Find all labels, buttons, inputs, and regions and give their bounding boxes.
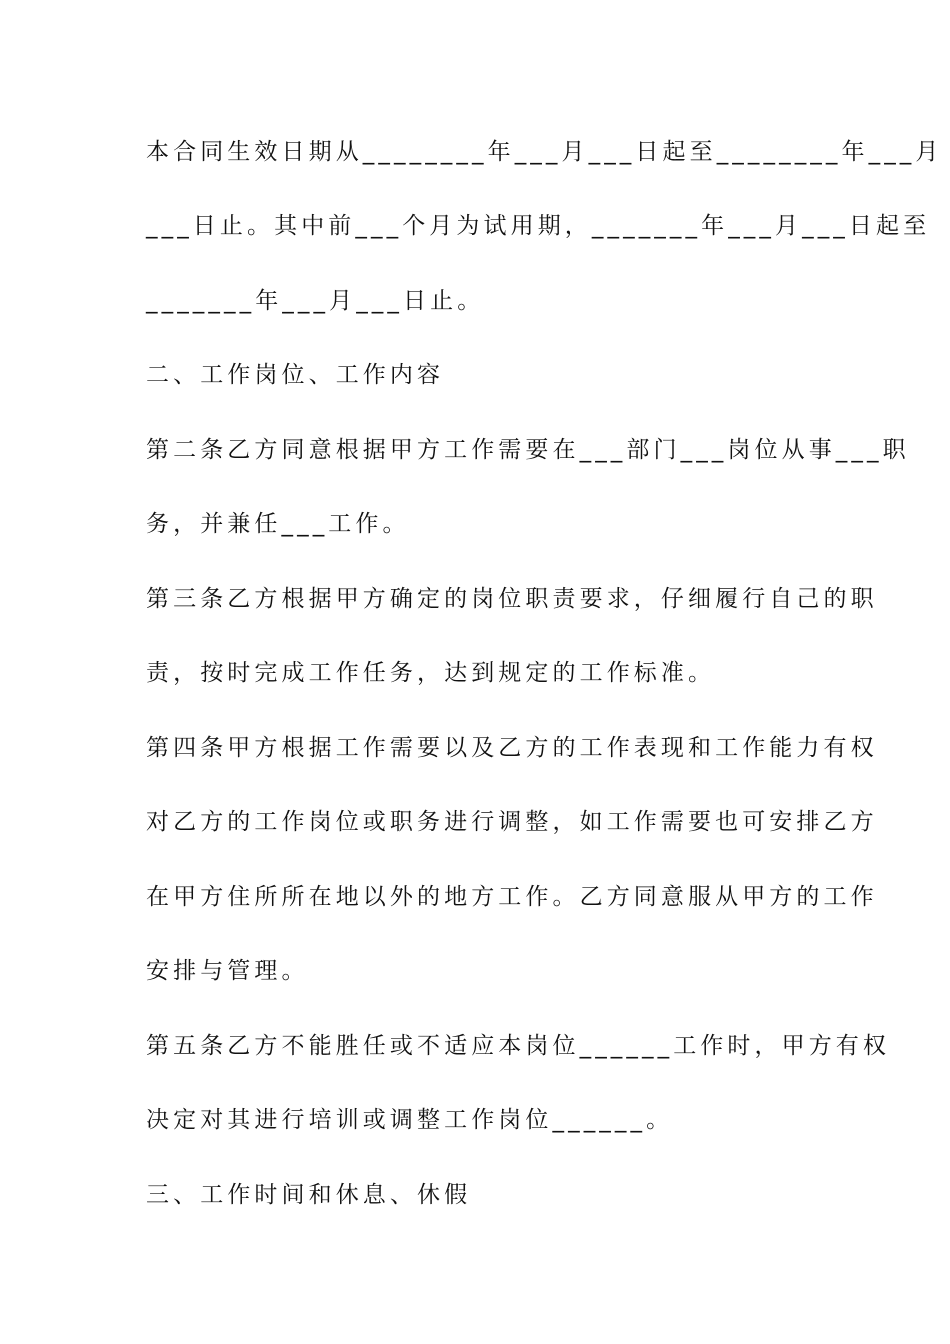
section-heading-job-position: 二、工作岗位、工作内容 [146,362,445,388]
article-4-line-3: 在甲方住所所在地以外的地方工作。乙方同意服从甲方的工作 [146,884,878,910]
article-4-line-4: 安排与管理。 [146,958,309,984]
article-5-line-2: 决定对其进行培训或调整工作岗位______。 [146,1107,674,1133]
contract-term-line-1: 本合同生效日期从________年___月___日起至________年___月 [146,139,943,165]
article-3-line-2: 责，按时完成工作任务，达到规定的工作标准。 [146,660,716,686]
section-heading-work-hours: 三、工作时间和休息、休假 [146,1182,472,1208]
article-5-line-1: 第五条乙方不能胜任或不适应本岗位______工作时，甲方有权 [146,1033,890,1059]
article-3-line-1: 第三条乙方根据甲方确定的岗位职责要求，仔细履行自己的职 [146,586,878,612]
article-2-line-2: 务，并兼任___工作。 [146,511,410,537]
article-2-line-1: 第二条乙方同意根据甲方工作需要在___部门___岗位从事___职 [146,437,910,463]
article-4-line-2: 对乙方的工作岗位或职务进行调整，如工作需要也可安排乙方 [146,809,878,835]
contract-term-line-3: _______年___月___日止。 [146,288,485,314]
article-4-line-1: 第四条甲方根据工作需要以及乙方的工作表现和工作能力有权 [146,735,878,761]
contract-term-line-2: ___日止。其中前___个月为试用期，_______年___月___日起至 [146,213,931,239]
